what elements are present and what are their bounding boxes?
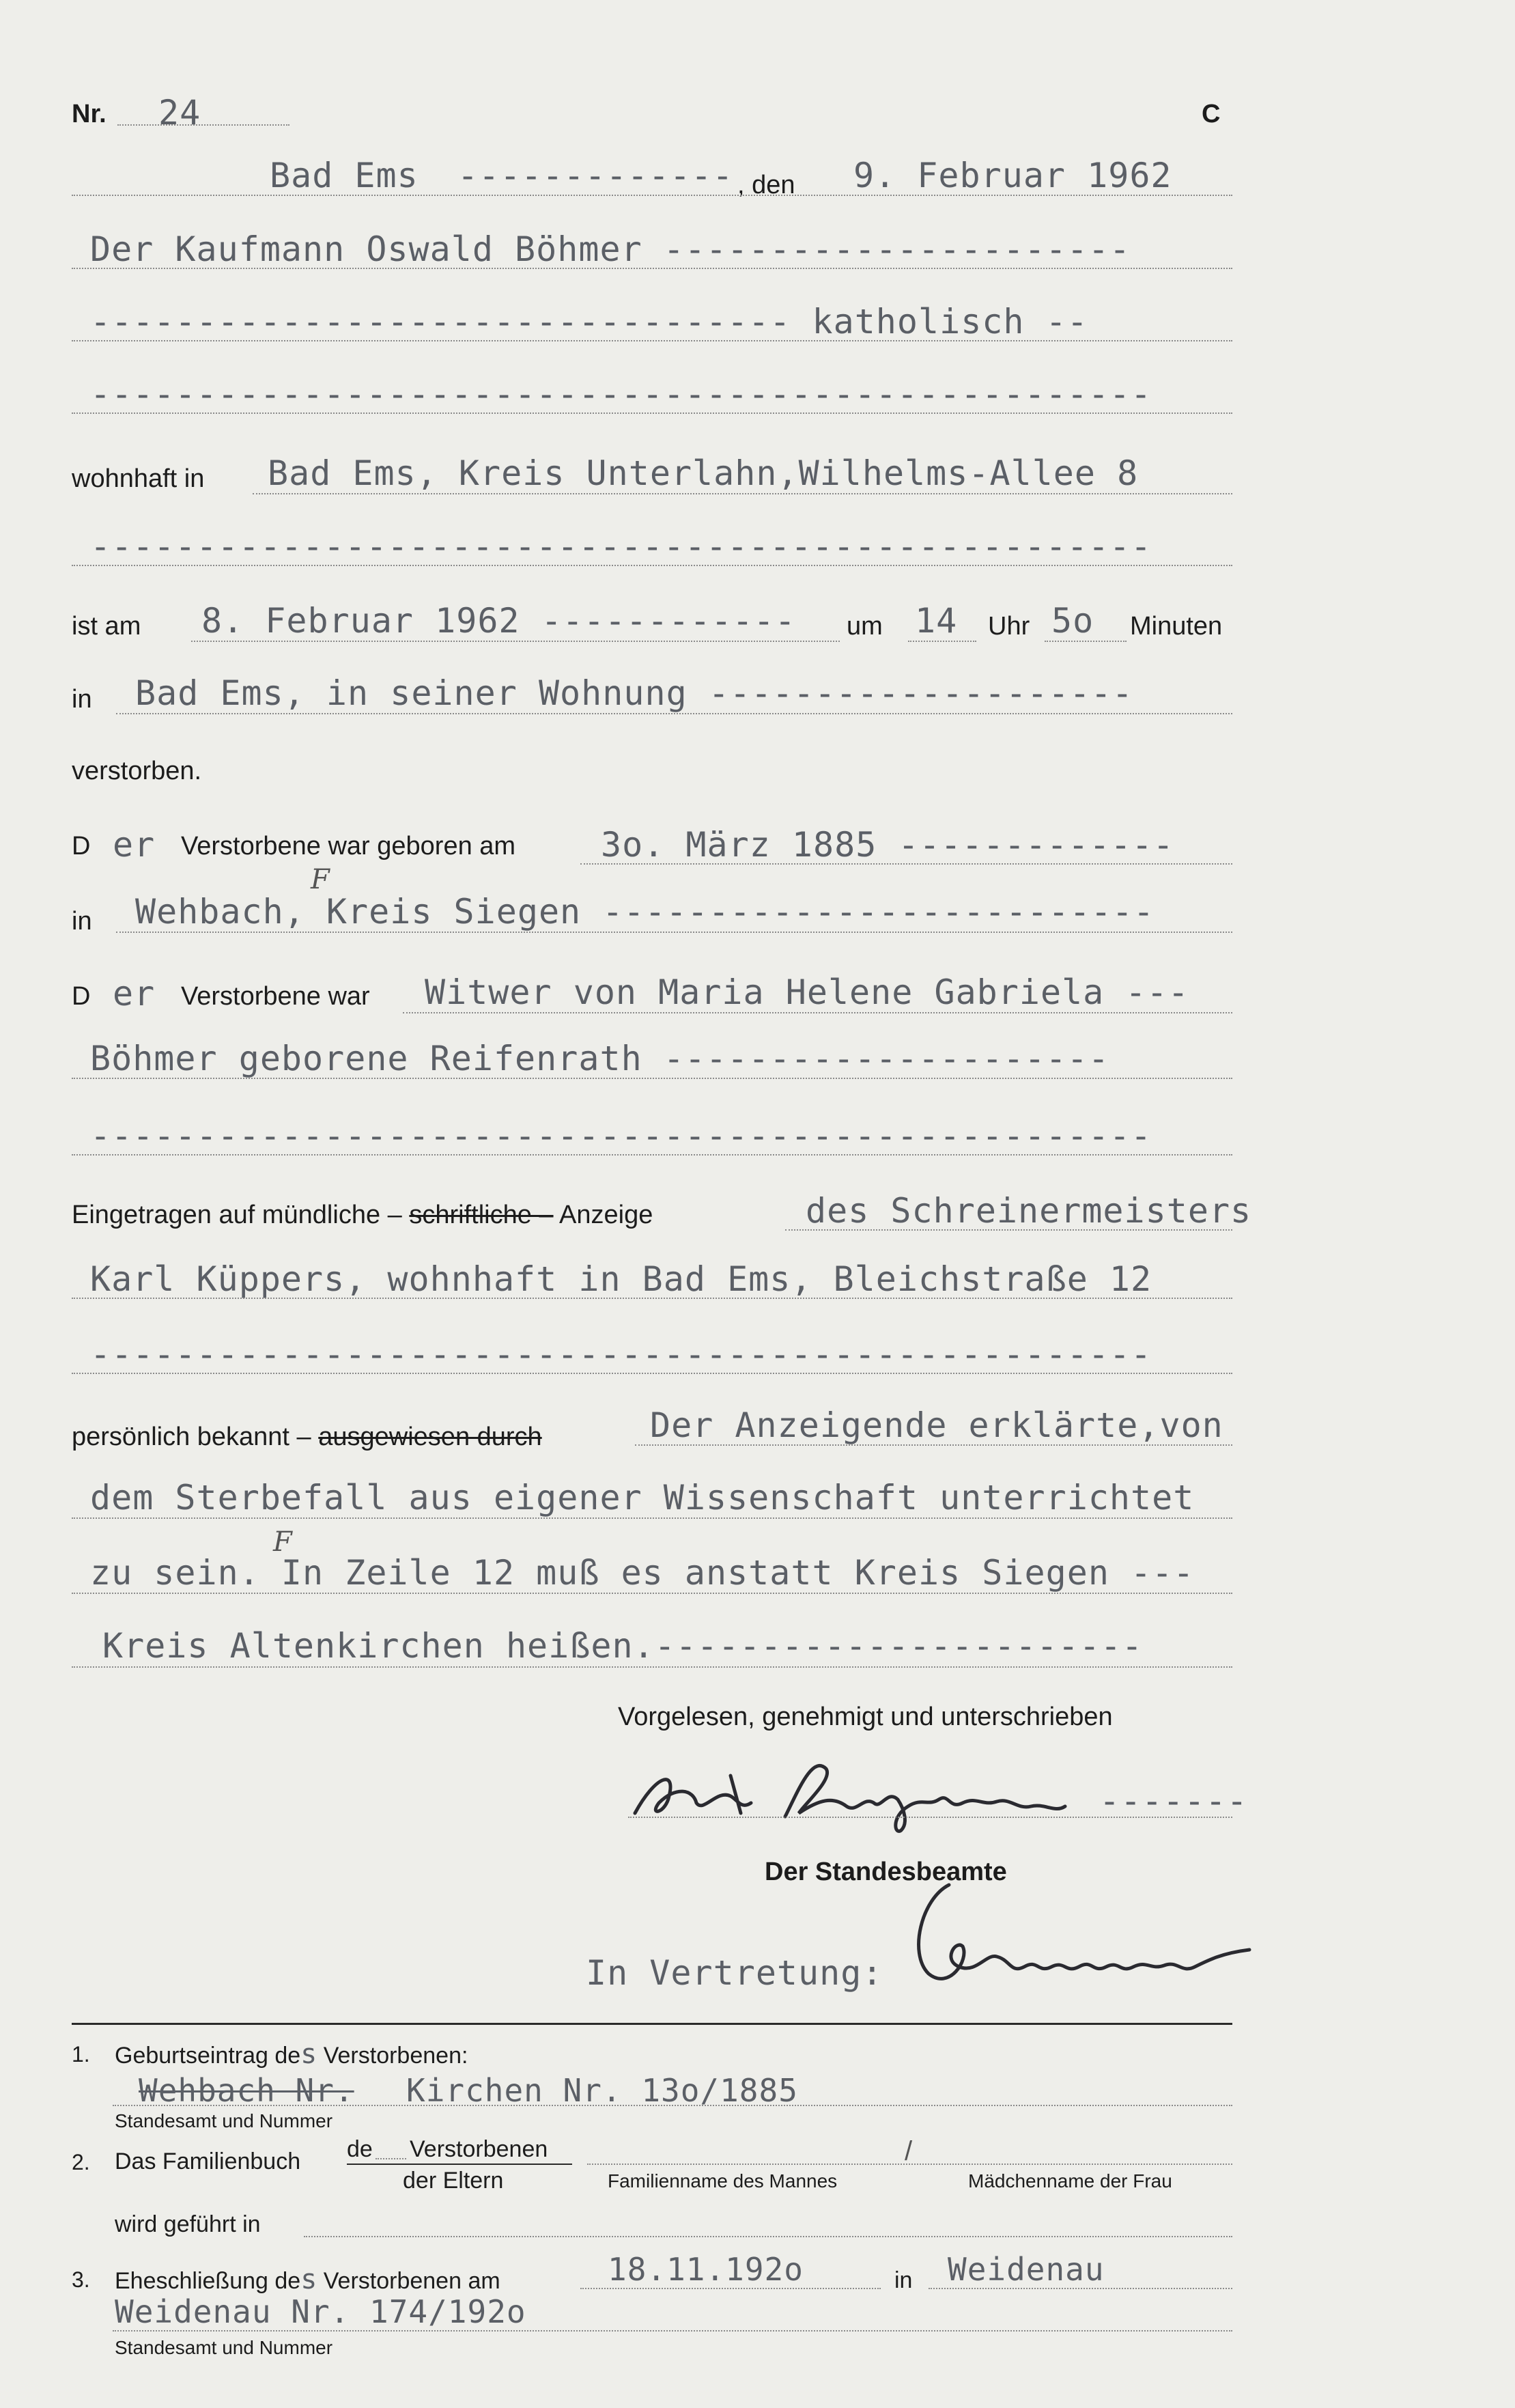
note-1-value: Kirchen Nr. 13o/1885 xyxy=(406,2072,798,2109)
note-2-gefuehrt: wird geführt in xyxy=(115,2211,261,2237)
note-3-label-b: Verstorbenen am xyxy=(323,2268,500,2294)
note-1-struck: Wehbach Nr. xyxy=(139,2072,354,2109)
dotted-line xyxy=(72,565,1232,566)
note-3-caption: Standesamt und Nummer xyxy=(115,2337,333,2358)
note-2-number: 2. xyxy=(72,2150,90,2174)
dotted-line xyxy=(580,2288,881,2289)
dotted-line xyxy=(580,863,1232,865)
dotted-line xyxy=(72,412,1232,414)
dotted-line xyxy=(72,1373,1232,1374)
deceased-line-3: -------------------------------------------------- xyxy=(90,374,1152,414)
note-3-number: 3. xyxy=(72,2267,90,2292)
er-typed: er xyxy=(113,974,156,1013)
registrar-signature xyxy=(915,1953,918,1954)
den-label: , den xyxy=(737,171,795,199)
section-divider xyxy=(72,2023,1232,2025)
note-1-caption: Standesamt und Nummer xyxy=(115,2110,333,2131)
entry-number: 24 xyxy=(158,93,201,132)
note-3-value: Weidenau Nr. 174/192o xyxy=(115,2293,526,2330)
residence-line-2: -------------------------------------------------- xyxy=(90,527,1152,566)
in-label: in xyxy=(72,907,92,936)
dotted-line xyxy=(403,1012,1232,1013)
registration-place: Bad Ems xyxy=(270,156,419,195)
d-label: D xyxy=(72,982,91,1011)
note-2-verstorbenen: Verstorbenen xyxy=(410,2136,548,2162)
dotted-line xyxy=(635,1444,1232,1446)
note-2-eltern: der Eltern xyxy=(403,2168,504,2194)
informant-label-a: Eingetragen auf mündliche – xyxy=(72,1201,402,1229)
death-place: Bad Ems, in seiner Wohnung -------------------- xyxy=(135,673,1133,713)
note-1-number: 1. xyxy=(72,2042,90,2067)
dotted-line xyxy=(72,1154,1232,1156)
dotted-line xyxy=(116,932,1232,933)
register-letter: C xyxy=(1202,100,1221,128)
remarks-line-2: dem Sterbefall aus eigener Wissenschaft unterrichtet xyxy=(90,1478,1195,1517)
informant-line-1: des Schreinermeisters xyxy=(806,1191,1252,1231)
dotted-line xyxy=(113,2105,1232,2106)
dotted-line xyxy=(929,2288,1232,2289)
uhr-label: Uhr xyxy=(988,612,1030,641)
note-1-label xyxy=(115,2041,468,2068)
dotted-line xyxy=(72,340,1232,341)
dotted-line xyxy=(191,641,840,642)
er-typed: er xyxy=(113,825,156,865)
informant-label xyxy=(72,1202,653,1228)
registrar-signature-graphic xyxy=(908,1871,1263,2008)
birth-date: 3o. März 1885 ------------- xyxy=(601,825,1174,865)
note-3-s: s xyxy=(300,2264,317,2295)
nr-label: Nr. xyxy=(72,100,107,128)
signature-dashes: ------- xyxy=(1099,1781,1248,1821)
dotted-line xyxy=(116,713,1232,714)
note-3-date: 18.11.192o xyxy=(608,2251,804,2288)
correction-mark: F xyxy=(311,864,330,895)
dotted-line xyxy=(908,641,976,642)
um-label: um xyxy=(847,612,883,641)
dotted-line xyxy=(72,268,1232,269)
remarks-line-4: Kreis Altenkirchen heißen.----------------------- xyxy=(102,1626,1144,1666)
deceased-line-1: Der Kaufmann Oswald Böhmer ---------------------- xyxy=(90,229,1131,269)
informant-label-struck: schriftliche – xyxy=(409,1201,554,1229)
informant-label-b: Anzeige xyxy=(559,1201,653,1229)
death-minutes: 5o xyxy=(1051,601,1094,641)
note-3-label xyxy=(115,2266,500,2293)
informant-line-2: Karl Küppers, wohnhaft in Bad Ems, Bleichstraße 12 xyxy=(90,1259,1152,1299)
in-label: in xyxy=(72,685,92,714)
identity-label xyxy=(72,1424,542,1450)
status-line-1: Witwer von Maria Helene Gabriela --- xyxy=(425,972,1189,1012)
registration-dashes: ------------- xyxy=(457,156,734,195)
note-1-label-a: Geburtseintrag de xyxy=(115,2043,301,2069)
residence-label: wohnhaft in xyxy=(72,464,205,493)
note-2-slash: / xyxy=(905,2136,913,2166)
dotted-line xyxy=(304,2236,1232,2237)
status-line-3: -------------------------------------------------- xyxy=(90,1116,1152,1156)
dotted-line xyxy=(628,1817,1232,1818)
note-1-label-b: Verstorbenen: xyxy=(323,2043,468,2069)
informant-line-3: -------------------------------------------------- xyxy=(90,1334,1152,1374)
remarks-line-1: Der Anzeigende erklärte,von xyxy=(650,1405,1223,1445)
registration-date: 9. Februar 1962 xyxy=(853,156,1172,195)
identity-label-struck: ausgewiesen durch xyxy=(318,1423,542,1451)
note-3-place: Weidenau xyxy=(948,2251,1105,2288)
note-3-label-a: Eheschließung de xyxy=(115,2268,301,2294)
read-approved-label: Vorgelesen, genehmigt und unterschrieben xyxy=(618,1703,1113,1731)
note-3-in: in xyxy=(894,2267,913,2293)
remarks-line-3: zu sein. In Zeile 12 muß es anstatt Kreis Siegen --- xyxy=(90,1553,1195,1593)
correction-mark: F xyxy=(273,1526,292,1558)
status-label: Verstorbene war xyxy=(181,982,370,1011)
note-2-label: Das Familienbuch xyxy=(115,2148,301,2174)
dotted-line xyxy=(72,1078,1232,1079)
deputy-label: In Vertretung: xyxy=(586,1953,883,1993)
dotted-line xyxy=(376,2158,406,2159)
death-date: 8. Februar 1962 ------------ xyxy=(201,601,796,641)
note-2-de: de xyxy=(347,2136,373,2162)
birth-label: Verstorbene war geboren am xyxy=(181,832,516,860)
registrar-label: Der Standesbeamte xyxy=(765,1858,1007,1886)
note-2-caption-woman: Mädchenname der Frau xyxy=(968,2170,1172,2192)
dotted-line xyxy=(72,1298,1232,1299)
dotted-line xyxy=(72,195,1232,196)
dotted-line xyxy=(785,1229,1232,1231)
minuten-label: Minuten xyxy=(1130,612,1223,641)
residence-line-1: Bad Ems, Kreis Unterlahn,Wilhelms-Allee 8 xyxy=(268,453,1139,493)
identity-label-a: persönlich bekannt – xyxy=(72,1423,311,1451)
informant-signature-graphic xyxy=(628,1748,1092,1837)
dotted-line xyxy=(72,1666,1232,1668)
dotted-line xyxy=(117,124,289,126)
fraction-line xyxy=(347,2164,572,2165)
death-hour: 14 xyxy=(915,601,958,641)
dotted-line xyxy=(1045,641,1127,642)
d-label: D xyxy=(72,832,91,860)
verstorben-label: verstorben. xyxy=(72,757,202,785)
dotted-line xyxy=(72,1593,1232,1594)
status-line-2: Böhmer geborene Reifenrath --------------------- xyxy=(90,1039,1109,1078)
dotted-line xyxy=(113,2330,1232,2332)
ist-am-label: ist am xyxy=(72,612,141,641)
deceased-line-2: --------------------------------- katholisch -- xyxy=(90,302,1088,341)
dotted-line xyxy=(72,1517,1232,1519)
dotted-line xyxy=(253,493,1232,494)
note-1-s: s xyxy=(300,2039,317,2070)
note-2-caption-man: Familienname des Mannes xyxy=(608,2170,838,2192)
birth-place: Wehbach, Kreis Siegen -------------------------- xyxy=(135,892,1155,932)
